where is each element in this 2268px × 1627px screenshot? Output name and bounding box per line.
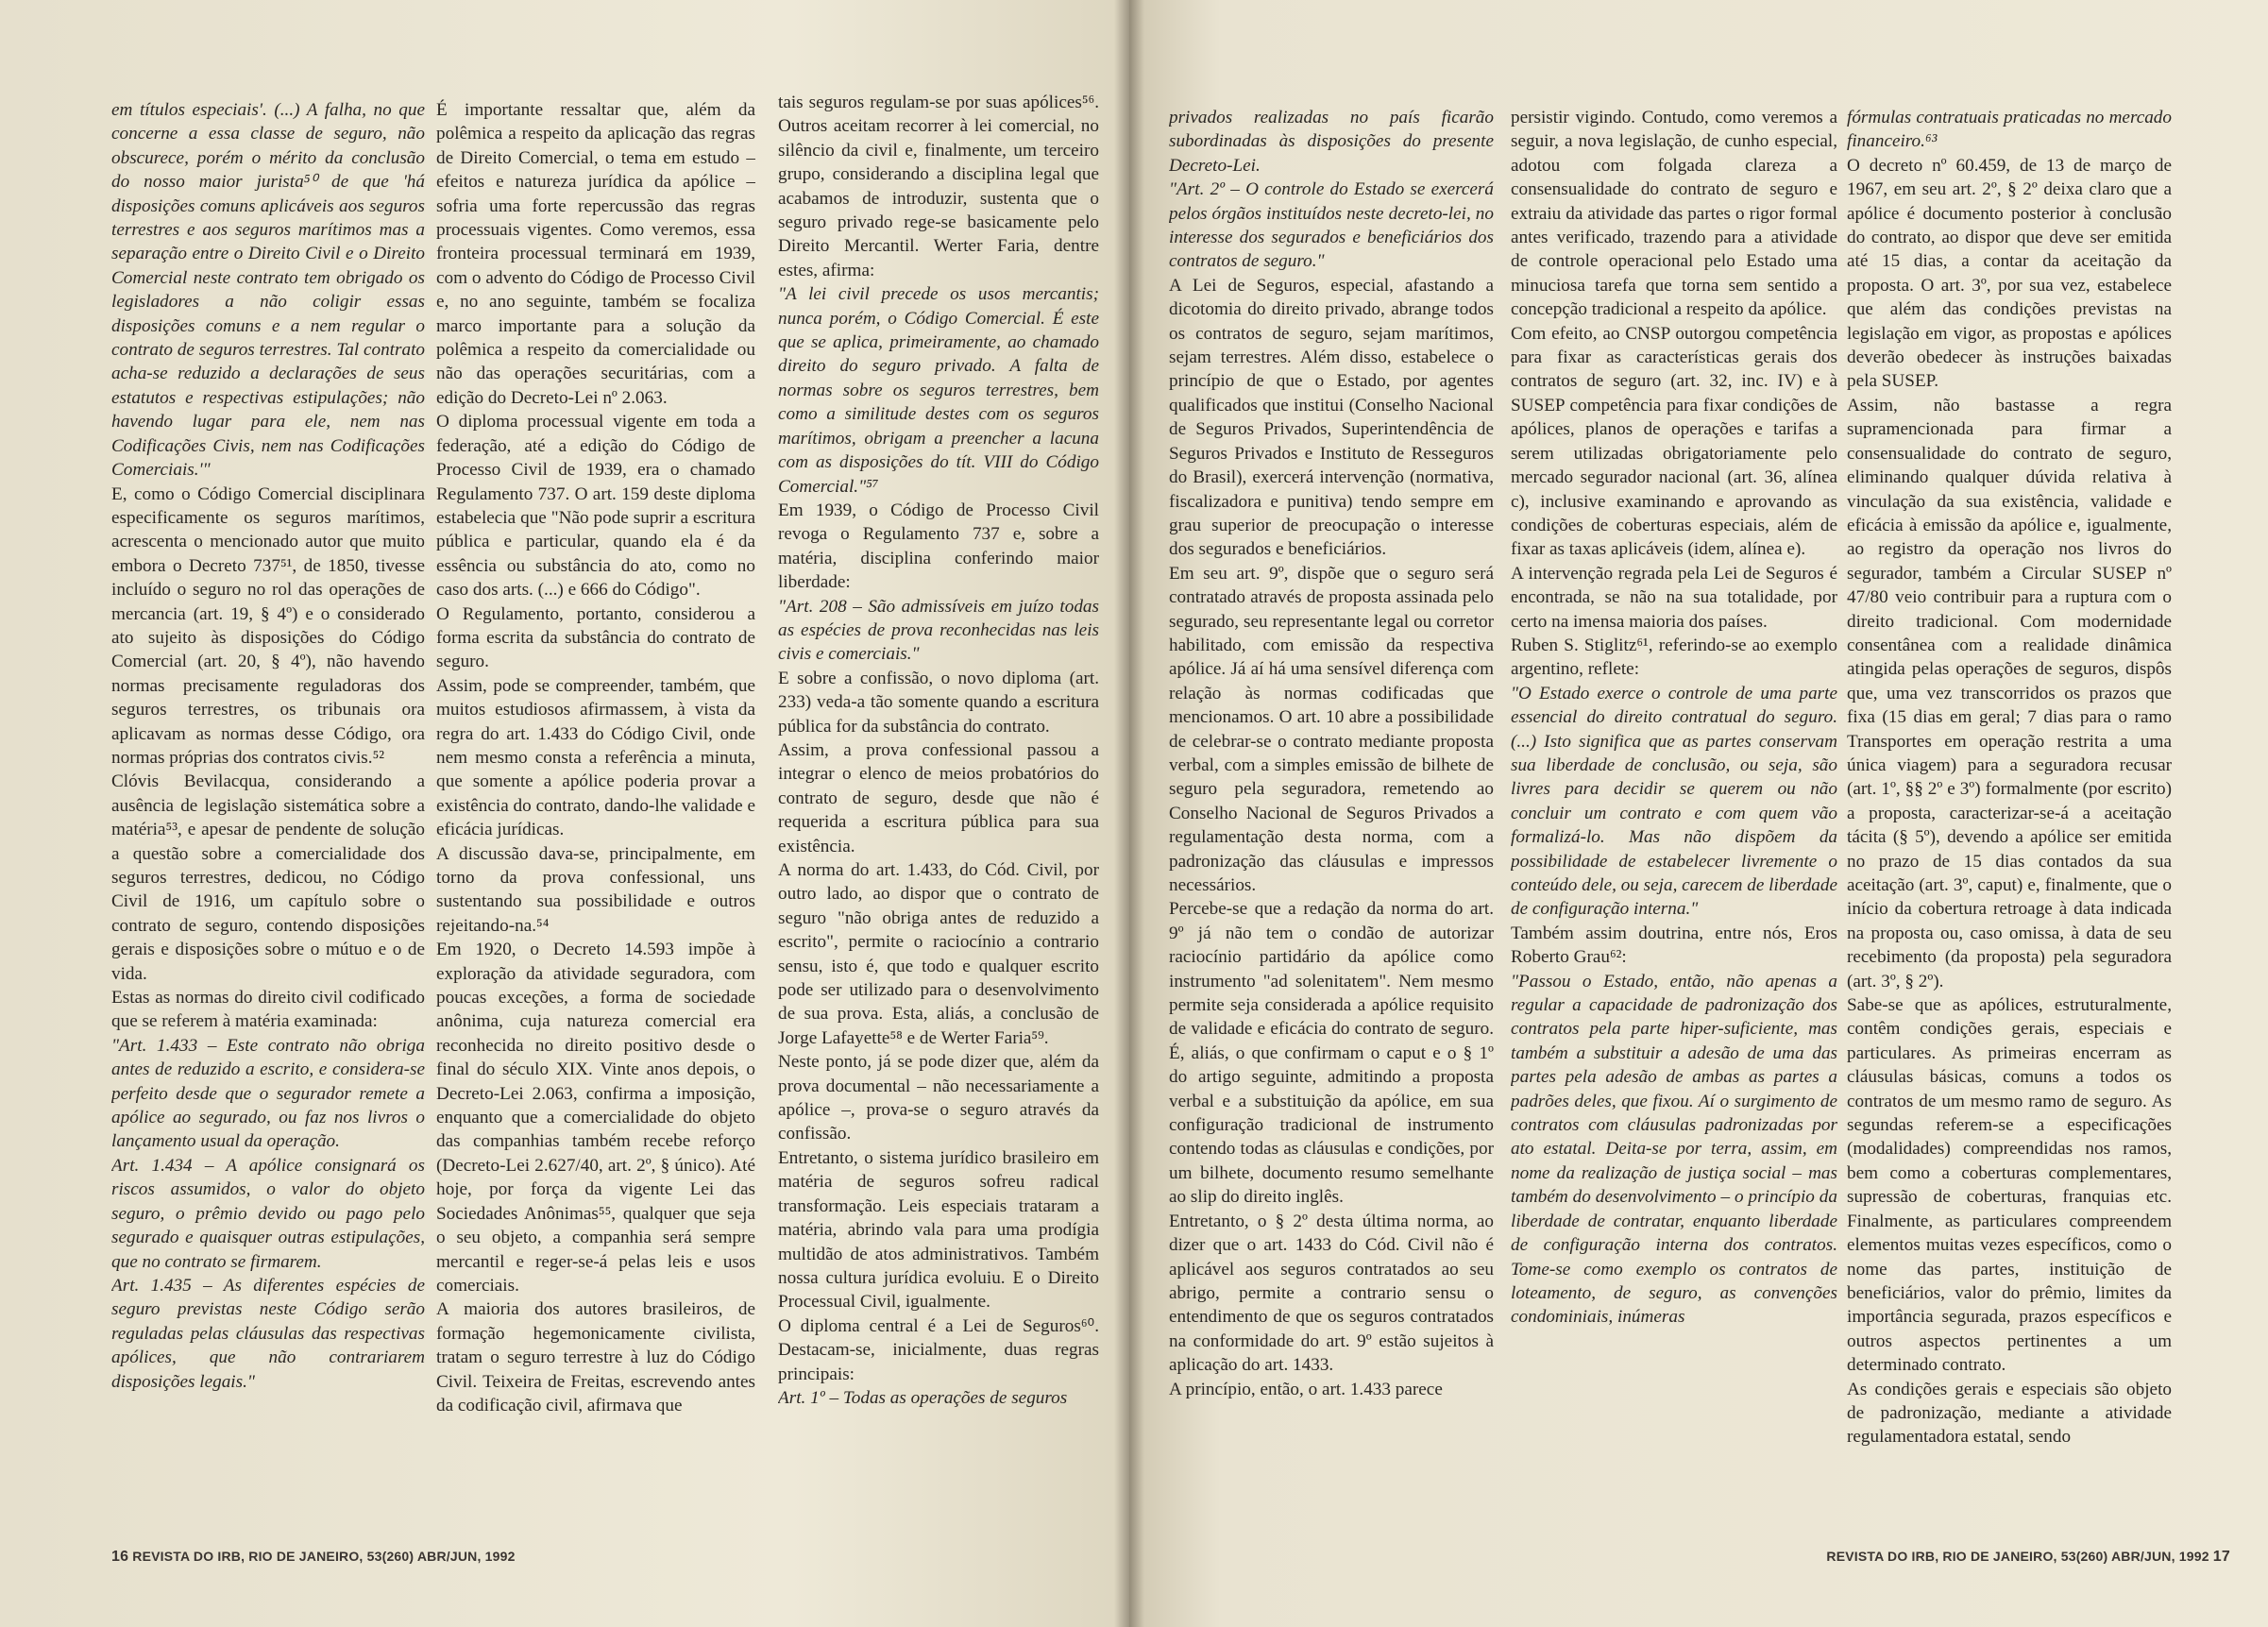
paragraph: O diploma processual vigente em toda a federação, até a edição do Código de Processo Civil de 1939, era o chamado Regulamento 737. O art. 159 deste diploma estabelecia que "Não pode suprir a escritura pública e particular, quando ela é da essência ou substância do ato, como no caso dos arts. (...) e 666 do Código". (436, 412, 755, 601)
paragraph: Neste ponto, já se pode dizer que, além da prova documental – não necessariamente a apólice –, prova-se o seguro através da confissão. (778, 1052, 1099, 1144)
quote-paragraph: Art. 1º – Todas as operações de seguros (778, 1387, 1068, 1408)
left-page (0, 0, 1129, 1627)
quote-paragraph: Art. 1.434 – A apólice consignará os riscos assumidos, o valor do objeto seguro, o prêmio devido ou pago pelo segurado e quaisquer outras estipulações, que no contrato se firmarem. (111, 1155, 425, 1272)
paragraph: O Regulamento, portanto, considerou a forma escrita da substância do contrato de seguro. (436, 603, 755, 672)
left-column-3 (778, 91, 1099, 1521)
right-page (1129, 0, 2268, 1627)
left-page-footer (111, 1549, 516, 1566)
quote-paragraph: fórmulas contratuais praticadas no mercado financeiro.⁶³ (1847, 108, 2172, 152)
right-column-2 (1511, 106, 1837, 1536)
paragraph: Ruben S. Stiglitz⁶¹, referindo-se ao exemplo argentino, reflete: (1511, 635, 1837, 680)
paragraph: A princípio, então, o art. 1.433 parece (1169, 1379, 1443, 1399)
binding-gutter-shadow (1114, 0, 1144, 1627)
paragraph: Assim, a prova confessional passou a integrar o elenco de meios probatórios do contrato de seguro, desde que não é requerida a escritura pública para sua existência. (778, 739, 1099, 856)
paragraph: Também assim doutrina, entre nós, Eros Roberto Grau⁶²: (1511, 923, 1837, 968)
paragraph: Assim, não bastasse a regra supramencionada para firmar a consensualidade do contrato de seguro, eliminando qualquer dúvida relativa à vinculação da sua existência, validade e eficácia à emissão da apólice e, igualmente, ao registro da operação nos livros do segurador, também a Circular SUSEP nº 47/80 veio contribuir para a ruptura com o direito tradicional. Com modernidade consentânea com a realidade dinâmica atingida pelas operações de seguros, dispôs que, uma vez transcorridos os prazos que fixa (15 dias em geral; 7 dias para o ramo Transportes em operação restrita a uma única viagem) para a seguradora recusar (art. 1º, §§ 2º e 3º) formalmente (por escrito) a proposta, caracterizar-se-á a aceitação tácita (§ 5º), devendo a apólice ser emitida no prazo de 15 dias contados da sua aceitação (art. 3º, caput) e, finalmente, que o início da cobertura retroage à data indicada na proposta ou, caso omissa, à data de seu recebimento (da proposta) pela seguradora (art. 3º, § 2º). (1847, 395, 2172, 991)
quote-paragraph: "Art. 1.433 – Este contrato não obriga antes de reduzido a escrito, e considera-se perfeito desde que o segurador remete a apólice ao segurado, ou faz nos livros o lançamento usual da operação. (111, 1035, 425, 1152)
paragraph: A discussão dava-se, principalmente, em torno da prova confessional, uns sustentando sua possibilidade e outros rejeitando-na.⁵⁴ (436, 843, 755, 936)
quote-paragraph: "Art. 208 – São admissíveis em juízo todas as espécies de prova reconhecidas nas leis civis e comerciais." (778, 596, 1099, 665)
page-number: 17 (2212, 1549, 2230, 1565)
quote-paragraph: "Passou o Estado, então, não apenas a regular a capacidade de padronização dos contratos pela parte hiper-suficiente, mas também a substituir a adesão de uma das partes pela adesão de ambas as partes a padrões deles, que fixou. Aí o surgimento de contratos com cláusulas padronizadas por ato estatal. Deita-se por terra, assim, em nome da realização de justiça social – mas também do desenvolvimento – o princípio da liberdade de contratar, enquanto liberdade de configuração interna dos contratos. Tome-se como exemplo os contratos de loteamento, de seguro, as convenções condominiais, inúmeras (1511, 971, 1837, 1328)
paragraph: persistir vigindo. Contudo, como veremos a seguir, a nova legislação, de cunho especial, adotou com folgada clareza a consensualidade do contrato de seguro e extraiu da atividade das partes o rigor formal antes verificado, trazendo para a atividade de controle operacional pelo Estado uma minuciosa tarefa que torna sem sentido a concepção tradicional a respeito da apólice. (1511, 108, 1837, 320)
paragraph: A maioria dos autores brasileiros, de formação hegemonicamente civilista, tratam o seguro terrestre à luz do Código Civil. Teixeira de Freitas, escrevendo antes da codificação civil, afirmava que (436, 1299, 755, 1415)
paragraph: em títulos especiais'. (...) A falha, no que concerne a essa classe de seguro, não obscurece, porém o mérito da conclusão do nosso maior jurista⁵⁰ de que 'há disposições comuns aplicáveis aos seguros terrestres e aos seguros marítimos mas a separação entre o Direito Civil e o Direito Comercial neste contrato tem obrigado os legisladores a não coligir essas disposições comuns e a nem regular o contrato de seguros terrestres. Tal contrato acha-se reduzido a declarações de seus estatutos e respectivas estipulações; não havendo lugar para ele, nem nas Codificações Civis, nem nas Codificações Comerciais.'" (111, 100, 425, 481)
paragraph: As condições gerais e especiais são objeto de padronização, mediante a atividade regulamentadora estatal, sendo (1847, 1379, 2172, 1448)
right-page-footer (1826, 1549, 2230, 1566)
paragraph: O decreto nº 60.459, de 13 de março de 1967, em seu art. 2º, § 2º deixa claro que a apólice é documento posterior à conclusão do contrato, ao dispor que deve ser emitida até 15 dias, a contar da aceitação da proposta. O art. 3º, por sua vez, estabelece que além das condições previstas na legislação em vigor, as propostas e apólices deverão obedecer às instruções baixadas pela SUSEP. (1847, 155, 2172, 392)
quote-paragraph: "O Estado exerce o controle de uma parte essencial do direito contratual do seguro. (...) Isto significa que as partes conservam sua liberdade de conclusão, ou seja, são livres para decidir se querem ou não concluir um contrato e com quem vão formalizá-lo. Mas não dispõem da possibilidade de estabelecer livremente o conteúdo dele, ou seja, carecem de liberdade de configuração interna." (1511, 683, 1837, 920)
quote-paragraph: "A lei civil precede os usos mercantis; nunca porém, o Código Comercial. É este que se aplica, primeiramente, ao chamado direito do seguro privado. A falta de normas sobre os seguros terrestres, bem como a similitude destes com os seguros marítimos, obrigam a preencher a lacuna com as disposições do tít. VIII do Código Comercial."⁵⁷ (778, 284, 1099, 497)
running-footer: REVISTA DO IRB, RIO DE JANEIRO, 53(260) ABR/JUN, 1992 (132, 1549, 516, 1564)
right-column-3 (1847, 106, 2172, 1536)
running-footer: REVISTA DO IRB, RIO DE JANEIRO, 53(260) ABR/JUN, 1992 (1826, 1549, 2209, 1564)
page-number: 16 (111, 1549, 129, 1565)
paragraph: O diploma central é a Lei de Seguros⁶⁰. Destacam-se, inicialmente, duas regras principais: (778, 1315, 1099, 1384)
paragraph: Entretanto, o sistema jurídico brasileiro em matéria de seguros sofreu radical transformação. Leis especiais trataram a matéria, abrindo vala para uma prodígia multidão de atos administrativos. Também nossa cultura jurídica evoluiu. E o Direito Processual Civil, igualmente. (778, 1147, 1099, 1313)
paragraph: E, como o Código Comercial disciplinara especificamente os seguros marítimos, acrescenta o mencionado autor que muito embora o Decreto 737⁵¹, de 1850, tivesse incluído o seguro no rol das operações de mercancia (art. 19, § 4º) e o considerado ato sujeito às disposições do Código Comercial (art. 20, § 4º), não havendo normas precisamente reguladoras dos seguros terrestres, os tribunais ora aplicavam as normas desse Código, ora normas próprias dos contratos civis.⁵² (111, 483, 425, 768)
paragraph: Com efeito, ao CNSP outorgou competência para fixar as características gerais dos contratos de seguro (art. 32, inc. IV) e à SUSEP competência para fixar condições de apólices, planos de operações e tarifas a serem utilizadas obrigatoriamente pelo mercado segurador nacional (art. 36, alínea c), inclusive examinando e aprovando as condições de coberturas especiais, além de fixar as taxas aplicáveis (idem, alínea e). (1511, 323, 1837, 560)
right-column-1 (1169, 106, 1494, 1536)
quote-paragraph: Art. 1.435 – As diferentes espécies de seguro previstas neste Código serão reguladas pelas cláusulas das respectivas apólices, que não contrariarem disposições legais." (111, 1275, 425, 1392)
quote-paragraph: "Art. 2º – O controle do Estado se exercerá pelos órgãos instituídos neste decreto-lei, no interesse dos segurados e beneficiários dos contratos de seguro." (1169, 179, 1494, 272)
paragraph: Em 1920, o Decreto 14.593 impõe à exploração da atividade seguradora, com poucas exceções, a forma de sociedade anônima, cuja natureza comercial era reconhecida no direito positivo desde o final do século XIX. Vinte anos depois, o Decreto-Lei 2.063, confirma a imposição, enquanto que a comercialidade do objeto das companhias também recebe reforço (Decreto-Lei 2.627/40, art. 2º, § único). Até hoje, por força da vigente Lei das Sociedades Anônimas⁵⁵, qualquer que seja o seu objeto, a companhia será sempre mercantil e reger-se-á pelas leis e usos comerciais. (436, 940, 755, 1296)
paragraph: A Lei de Seguros, especial, afastando a dicotomia do direito privado, abrange todos os contratos de seguro, sejam marítimos, sejam terrestres. Além disso, estabelece o princípio de que o Estado, por agentes qualificados que institui (Conselho Nacional de Seguros Privados, Superintendência de Seguros Privados e Instituto de Resseguros do Brasil), exercerá intervenção (normativa, fiscalizadora e punitiva) tendo sempre em grau superior de preocupação o interesse dos segurados e beneficiários. (1169, 275, 1494, 560)
left-column-1 (111, 98, 425, 1529)
paragraph: Clóvis Bevilacqua, considerando a ausência de legislação sistemática sobre a matéria⁵³, e apesar de pendente de solução a questão sobre a comercialidade dos seguros terrestres, dedicou, no Código Civil de 1916, um capítulo sobre o contrato de seguro, contendo disposições gerais e disposições sobre o mútuo e o de vida. (111, 771, 425, 984)
paragraph: Entretanto, o § 2º desta última norma, ao dizer que o art. 1433 do Cód. Civil não é aplicável aos seguros contratados ao seu abrigo, permite a contrario sensu o entendimento de que os seguros contratados na conformidade do art. 9º estão sujeitos à aplicação do art. 1433. (1169, 1211, 1494, 1376)
paragraph: Assim, pode se compreender, também, que muitos estudiosos afirmassem, à vista da regra do art. 1.433 do Código Civil, onde nem mesmo consta a referência a minuta, que somente a apólice poderia provar a existência do contrato, dando-lhe validade e eficácia jurídicas. (436, 675, 755, 840)
quote-paragraph: privados realizadas no país ficarão subordinadas às disposições do presente Decreto-Lei. (1169, 108, 1494, 176)
paragraph: Estas as normas do direito civil codificado que se referem à matéria examinada: (111, 988, 425, 1032)
paragraph: Sabe-se que as apólices, estruturalmente, contêm condições gerais, especiais e particulares. As primeiras encerram as cláusulas básicas, comuns a todos os contratos de um mesmo ramo de seguro. As segundas referem-se a especificações (modalidades) compreendidas nos ramos, bem como a coberturas complementares, supressão de coberturas, franquias etc. Finalmente, as particulares compreendem elementos muitas vezes específicos, como o nome das partes, instituição de beneficiários, valor do prêmio, limites da importância segurada, prazos específicos e outros aspectos pertinentes a um determinado contrato. (1847, 995, 2172, 1376)
paragraph: A intervenção regrada pela Lei de Seguros é encontrada, se não na sua totalidade, por certo na imensa maioria dos países. (1511, 563, 1837, 632)
paragraph: E sobre a confissão, o novo diploma (art. 233) veda-a tão somente quando a escritura pública for da substância do contrato. (778, 668, 1099, 737)
paragraph: Em 1939, o Código de Processo Civil revoga o Regulamento 737 e, sobre a matéria, disciplina conferindo maior liberdade: (778, 500, 1099, 593)
left-column-2 (436, 98, 755, 1529)
paragraph: A norma do art. 1.433, do Cód. Civil, por outro lado, ao dispor que o contrato de seguro "não obriga antes de reduzido a escrito", permite o raciocínio a contrario sensu, isto é, que todo e qualquer escrito pode ser utilizado para o desenvolvimento de sua prova. Esta, aliás, a conclusão de Jorge Lafayette⁵⁸ e de Werter Faria⁵⁹. (778, 860, 1099, 1048)
paragraph: tais seguros regulam-se por suas apólices⁵⁶. Outros aceitam recorrer à lei comercial, no silêncio da civil e, finalmente, um terceiro grupo, considerando a disciplina legal que acabamos de introduzir, sustenta que o seguro privado rege-se basicamente pelo Direito Mercantil. Werter Faria, dentre estes, afirma: (778, 93, 1099, 280)
paragraph: Em seu art. 9º, dispõe que o seguro será contratado através de proposta assinada pelo segurado, seu representante legal ou corretor habilitado, com emissão da respectiva apólice. Já aí há uma sensível diferença com relação às normas codificadas que mencionamos. O art. 10 abre a possibilidade de celebrar-se o contrato mediante proposta verbal, com a simples emissão de bilhete de seguro pela seguradora, remetendo ao Conselho Nacional de Seguros Privados a regulamentação desta norma, com a padronização das cláusulas e impressos necessários. (1169, 563, 1494, 895)
paragraph: Percebe-se que a redação da norma do art. 9º já não tem o condão de autorizar raciocínio partidário da apólice como instrumento "ad solenitatem". Nem mesmo permite seja considerada a apólice requisito de validade e eficácia do contrato de seguro. É, aliás, o que confirmam o caput e o § 1º do artigo seguinte, admitindo a proposta verbal e a substituição da apólice, em sua configuração tradicional de instrumento contendo todas as cláusulas e condições, por um bilhete, documento resumo semelhante ao slip do direito inglês. (1169, 899, 1494, 1208)
paragraph: É importante ressaltar que, além da polêmica a respeito da aplicação das regras de Direito Comercial, o tema em estudo – efeitos e natureza jurídica da apólice – sofria uma forte repercussão das regras processuais vigentes. Como veremos, essa fronteira processual terminará em 1939, com o advento do Código de Processo Civil e, no ano seguinte, também se focaliza marco importante para a solução da polêmica a respeito da comercialidade ou não das operações securitárias, com a edição do Decreto-Lei nº 2.063. (436, 100, 755, 408)
